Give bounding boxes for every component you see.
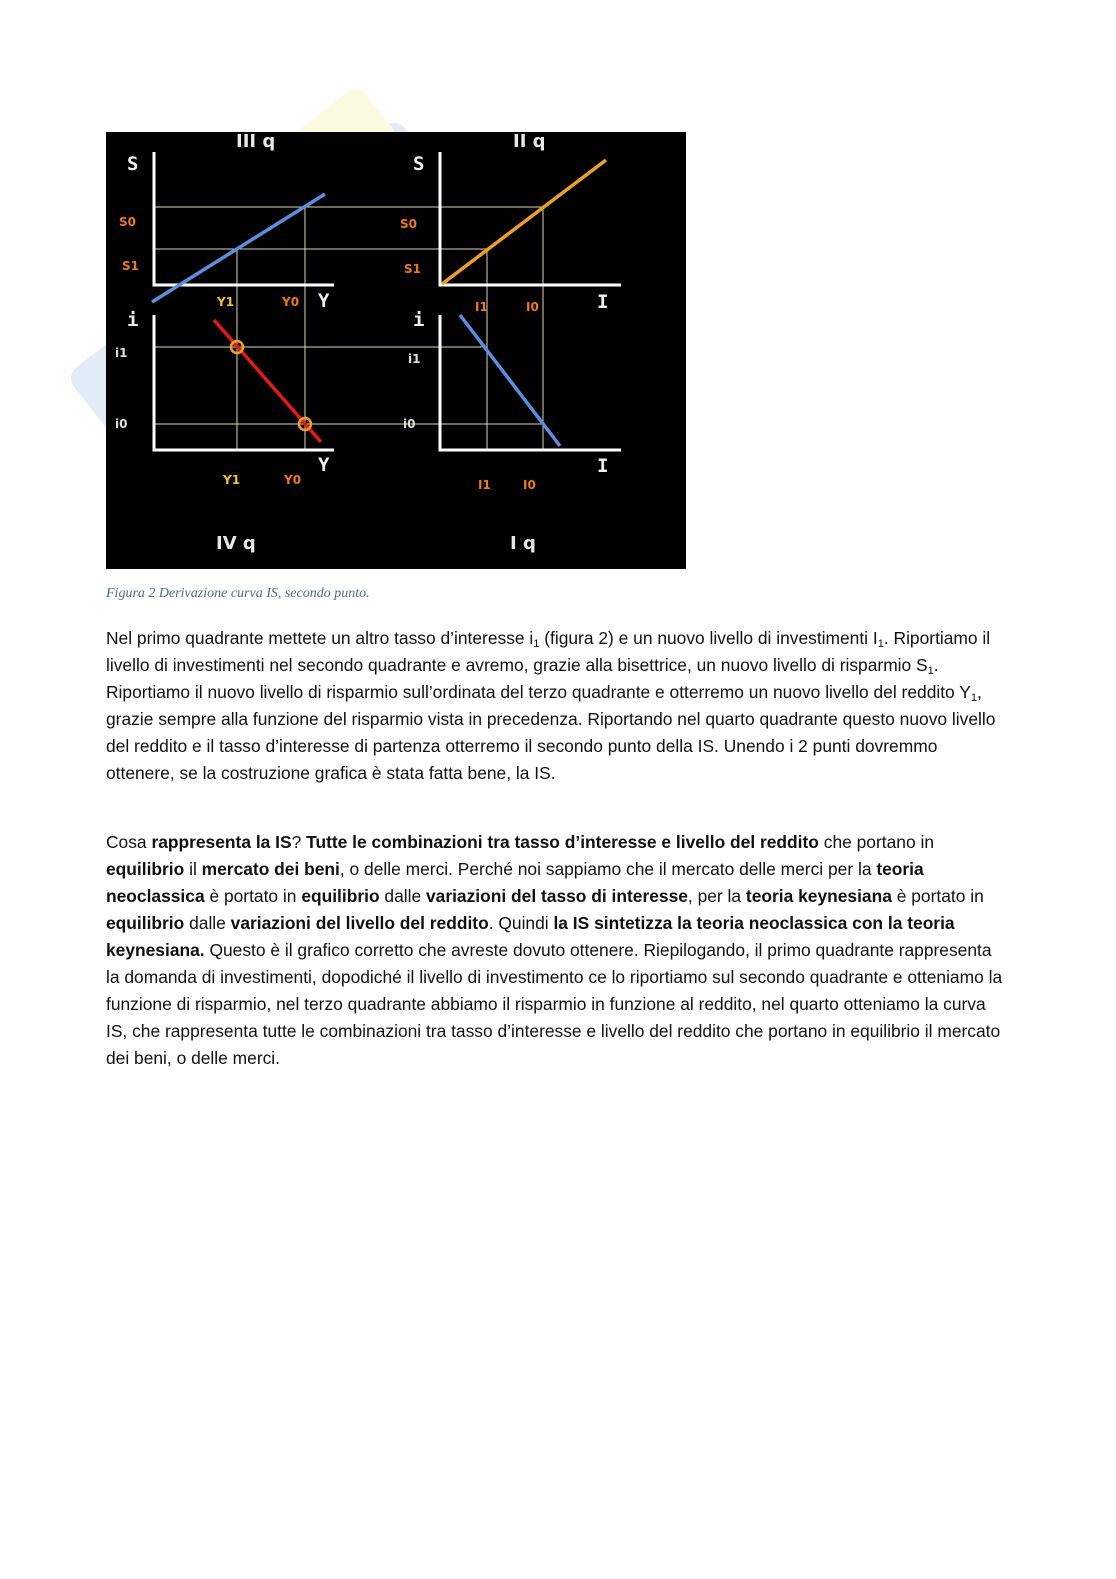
figure-caption: Figura 2 Derivazione curva IS, secondo punto. (106, 586, 370, 601)
quadrant-label-i: I q (510, 533, 536, 554)
tick-rate0-right: i0 (403, 417, 416, 431)
investment-demand-line (460, 315, 560, 446)
tick-i0-top: I0 (526, 300, 539, 314)
axis-label-y-bottom: Y (318, 454, 330, 476)
tick-rate1-left: i1 (115, 346, 128, 360)
axis-label-i-capital-bottom: I (597, 455, 609, 477)
paragraph-is-meaning: Cosa rappresenta la IS? Tutte le combinazioni tra tasso d’interesse e livello del reddito che portano in equilibrio il mercato dei beni, o delle merci. Perché noi sappiamo che il mercato delle merci per la teoria neoclassica è portato in equilibrio dalle variazioni del tasso di interesse, per la teoria keynesiana è portato in equilibrio dalle variazioni del livello del reddito. Quindi la IS sintetizza la teoria neoclassica con la teoria keynesiana. Questo è il grafico corretto che avreste dovuto ottenere. Riepilogando, il primo quadrante rappresenta la domanda di investimenti, dopodiché il livello di investimento ce lo riportiamo sul secondo quadrante e otteniamo la funzione di risparmio, nel terzo quadrante abbiamo il risparmio in funzione al reddito, nel quarto otteniamo la curva IS, che rappresenta tutte le combinazioni tra tasso d’interesse e livello del reddito che portano in equilibrio il mercato dei beni, o delle merci. (106, 832, 1003, 1068)
guide-lines (154, 207, 543, 450)
tick-y0-top: Y0 (282, 295, 300, 309)
tick-rate0-left: i0 (115, 417, 128, 431)
is-derivation-figure (106, 132, 686, 569)
axis-label-i-left: i (127, 309, 139, 331)
quadrant-label-iii: III q (236, 132, 276, 152)
tick-s0-right: S0 (400, 217, 417, 231)
tick-s1-left: S1 (122, 259, 139, 273)
tick-i1-top: I1 (475, 300, 488, 314)
axis-label-s-right: S (413, 153, 425, 175)
tick-y1-bottom: Y1 (223, 473, 241, 487)
tick-y0-bottom: Y0 (284, 473, 302, 487)
quadrant-label-iv: IV q (216, 533, 256, 554)
tick-i1-bottom: I1 (478, 478, 491, 492)
tick-s0-left: S0 (119, 215, 136, 229)
quadrant-label-ii: II q (513, 132, 546, 152)
tick-rate1-right: i1 (408, 352, 421, 366)
axis-label-i-right: i (413, 309, 425, 331)
axis-label-y-top: Y (318, 290, 330, 312)
tick-i0-bottom: I0 (523, 478, 536, 492)
bisector-line (442, 160, 606, 284)
paragraph-derivation: Nel primo quadrante mettete un altro tasso d’interesse $i_1$ (figura 2) e un nuovo livello di investimenti $I_1$. Riportiamo il livello di investimenti nel secondo quadrante e avremo, grazie alla bisettrice, un nuovo livello di risparmio $S_1$. Riportiamo il nuovo livello di risparmio sull’ordinata del terzo quadrante e otterremo un nuovo livello del reddito $Y_1$, grazie sempre alla funzione del risparmio vista in precedenza. Riportando nel quarto quadrante questo nuovo livello del reddito e il tasso d’interesse di partenza otterremo il secondo punto della IS. Unendo i 2 punti dovremmo ottenere, se la costruzione grafica è stata fatta bene, la IS. (106, 628, 996, 783)
axis-label-s-left: S (127, 153, 139, 175)
axis-label-i-capital-top: I (597, 291, 609, 313)
tick-y1-top: Y1 (217, 295, 235, 309)
four-quadrant-diagram (106, 132, 686, 569)
tick-s1-right: S1 (404, 262, 421, 276)
